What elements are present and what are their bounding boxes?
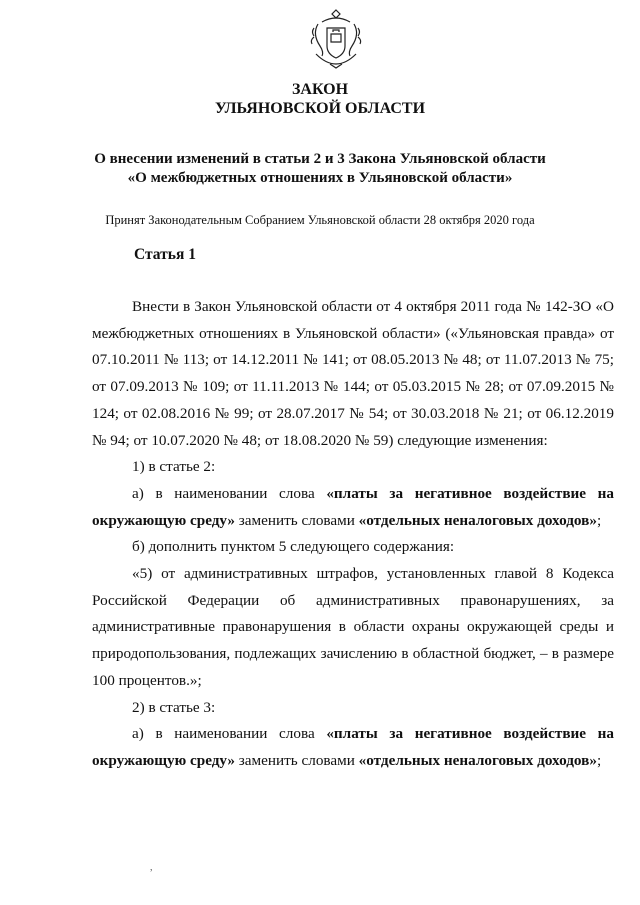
item-1b-text: «5) от административных штрафов, установленных главой 8 Кодекса Российской Федерации об административных правонарушениях, за административные правонарушения в области охраны окружающей среды и природопользования, подлежащих зачислению в областной бюджет, – в размере 100 процентов.»; xyxy=(92,565,614,689)
stray-mark: , xyxy=(150,862,153,873)
item-2a-pre: а) в наименовании слова xyxy=(132,725,327,743)
law-title-line-1: О внесении изменений в статьи 2 и 3 Закона Ульяновской области xyxy=(94,151,546,167)
law-title-line-2: «О межбюджетных отношениях в Ульяновской области» xyxy=(127,170,513,186)
item-1a-old-words: «платы за негативное воздействие на окружающую среду» xyxy=(92,484,614,529)
adoption-note: Принят Законодательным Собранием Ульяновской области 28 октября 2020 года xyxy=(105,213,535,227)
item-2a-new-words: «отдельных неналоговых доходов» xyxy=(358,751,597,769)
item-1a-pre: а) в наименовании слова xyxy=(132,484,327,502)
item-1a-new-words: «отдельных неналоговых доходов» xyxy=(358,511,597,529)
item-1a-end: ; xyxy=(596,511,602,529)
item-2: 2) в статье 3: xyxy=(132,698,216,716)
region-name: УЛЬЯНОВСКОЙ ОБЛАСТИ xyxy=(214,100,426,117)
item-2a-mid: заменить словами xyxy=(235,751,359,769)
coat-of-arms-icon xyxy=(308,6,364,70)
item-2a xyxy=(92,721,614,774)
item-2a-end: ; xyxy=(596,751,602,769)
article-heading: Статья 1 xyxy=(134,246,196,263)
item-2a-old-words: «платы за негативное воздействие на окружающую среду» xyxy=(92,725,614,769)
law-label: ЗАКОН xyxy=(291,81,349,98)
intro-paragraph: Внести в Закон Ульяновской области от 4 октября 2011 года № 142-ЗО «О межбюджетных отношениях в Ульяновской области» («Ульяновская правда» от 07.10.2011 № 113; от 14.12.2011 № 141; от 08.05.2013 № 48; от 11.07.2013 № 75; от 07.09.2013 № 109; от 11.11.2013 № 144; от 05.03.2015 № 28; от 07.09.2015 № 124; от 02.08.2016 № 99; от 28.07.2017 № 54; от 30.03.2018 № 21; от 06.12.2019 № 94; от 10.07.2020 № 48; от 18.08.2020 № 59) следующие изменения: xyxy=(92,298,614,449)
item-1a xyxy=(92,481,614,534)
item-1b: б) дополнить пунктом 5 следующего содержания: xyxy=(132,538,455,556)
item-1: 1) в статье 2: xyxy=(132,458,216,476)
item-1a-mid: заменить словами xyxy=(235,511,359,529)
law-body xyxy=(92,294,614,775)
